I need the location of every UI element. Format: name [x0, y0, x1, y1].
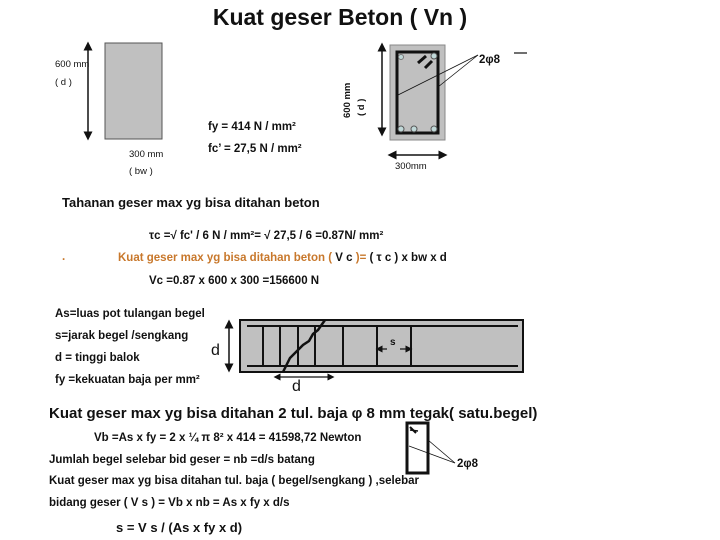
vb-formula: Vb =As x fy = 2 x ¼ π 8² x 414 = 41598,72 Newton — [94, 432, 362, 444]
beam-d-left: d — [211, 342, 220, 359]
left-height-symbol: ( d ) — [55, 77, 72, 88]
stirrup-label: 2φ8 — [457, 458, 479, 470]
tau-formula: τc =√ fc' / 6 N / mm²= √ 27,5 / 6 =0.87N/ mm² — [149, 230, 384, 242]
right-height-symbol: ( d ) — [356, 98, 367, 116]
right-rebar-label: 2φ8 — [479, 54, 501, 66]
page-title: Kuat geser Beton ( Vn ) — [212, 4, 468, 30]
reinforced-section-diagram — [382, 45, 527, 155]
vc-calc: Vc =0.87 x 600 x 300 =156600 N — [149, 275, 320, 287]
vs-line2: bidang geser ( V s ) = Vb x nb = As x fy x d/s — [49, 497, 290, 509]
beam-d-bottom: d — [292, 378, 301, 395]
left-width-label: 300 mm — [129, 149, 164, 160]
plain-section-diagram — [88, 43, 162, 139]
vc-label-orange: Kuat geser max yg bisa ditahan beton ( — [118, 252, 333, 264]
vc-definition — [118, 252, 447, 264]
vc-label-orange2: )= — [355, 252, 370, 264]
beam-elevation-diagram — [229, 320, 523, 377]
bullet: . — [62, 251, 66, 263]
vc-label-black2: ( τ c ) x bw x d — [369, 252, 447, 264]
concrete-heading: Tahanan geser max yg bisa ditahan beton — [62, 195, 320, 210]
vs-line1: Kuat geser max yg bisa ditahan tul. baja ( begel/sengkang ) ,selebar — [49, 475, 420, 487]
legend-s: s=jarak begel /sengkang — [55, 330, 189, 342]
legend-fy: fy =kekuatan baja per mm² — [55, 374, 200, 386]
stirrup-diagram — [407, 423, 455, 473]
fy-value: fy = 414 N / mm² — [208, 121, 296, 133]
nb-line: Jumlah begel selebar bid geser = nb =d/s batang — [49, 454, 315, 466]
fc-value: fc’ = 27,5 N / mm² — [208, 143, 302, 155]
s-formula: s = V s / (As x fy x d) — [116, 520, 243, 535]
right-height-label: 600 mm — [342, 82, 353, 118]
legend-as: As=luas pot tulangan begel — [55, 308, 205, 320]
left-height-label: 600 mm — [55, 59, 90, 70]
right-width-label: 300mm — [395, 161, 427, 172]
legend-d: d = tinggi balok — [55, 352, 140, 364]
steel-heading: Kuat geser max yg bisa ditahan 2 tul. baja φ 8 mm tegak( satu.begel) — [49, 405, 538, 422]
vc-label-black: V c — [332, 252, 356, 264]
left-width-symbol: ( bw ) — [129, 166, 153, 177]
beam-s-label: s — [390, 337, 396, 348]
